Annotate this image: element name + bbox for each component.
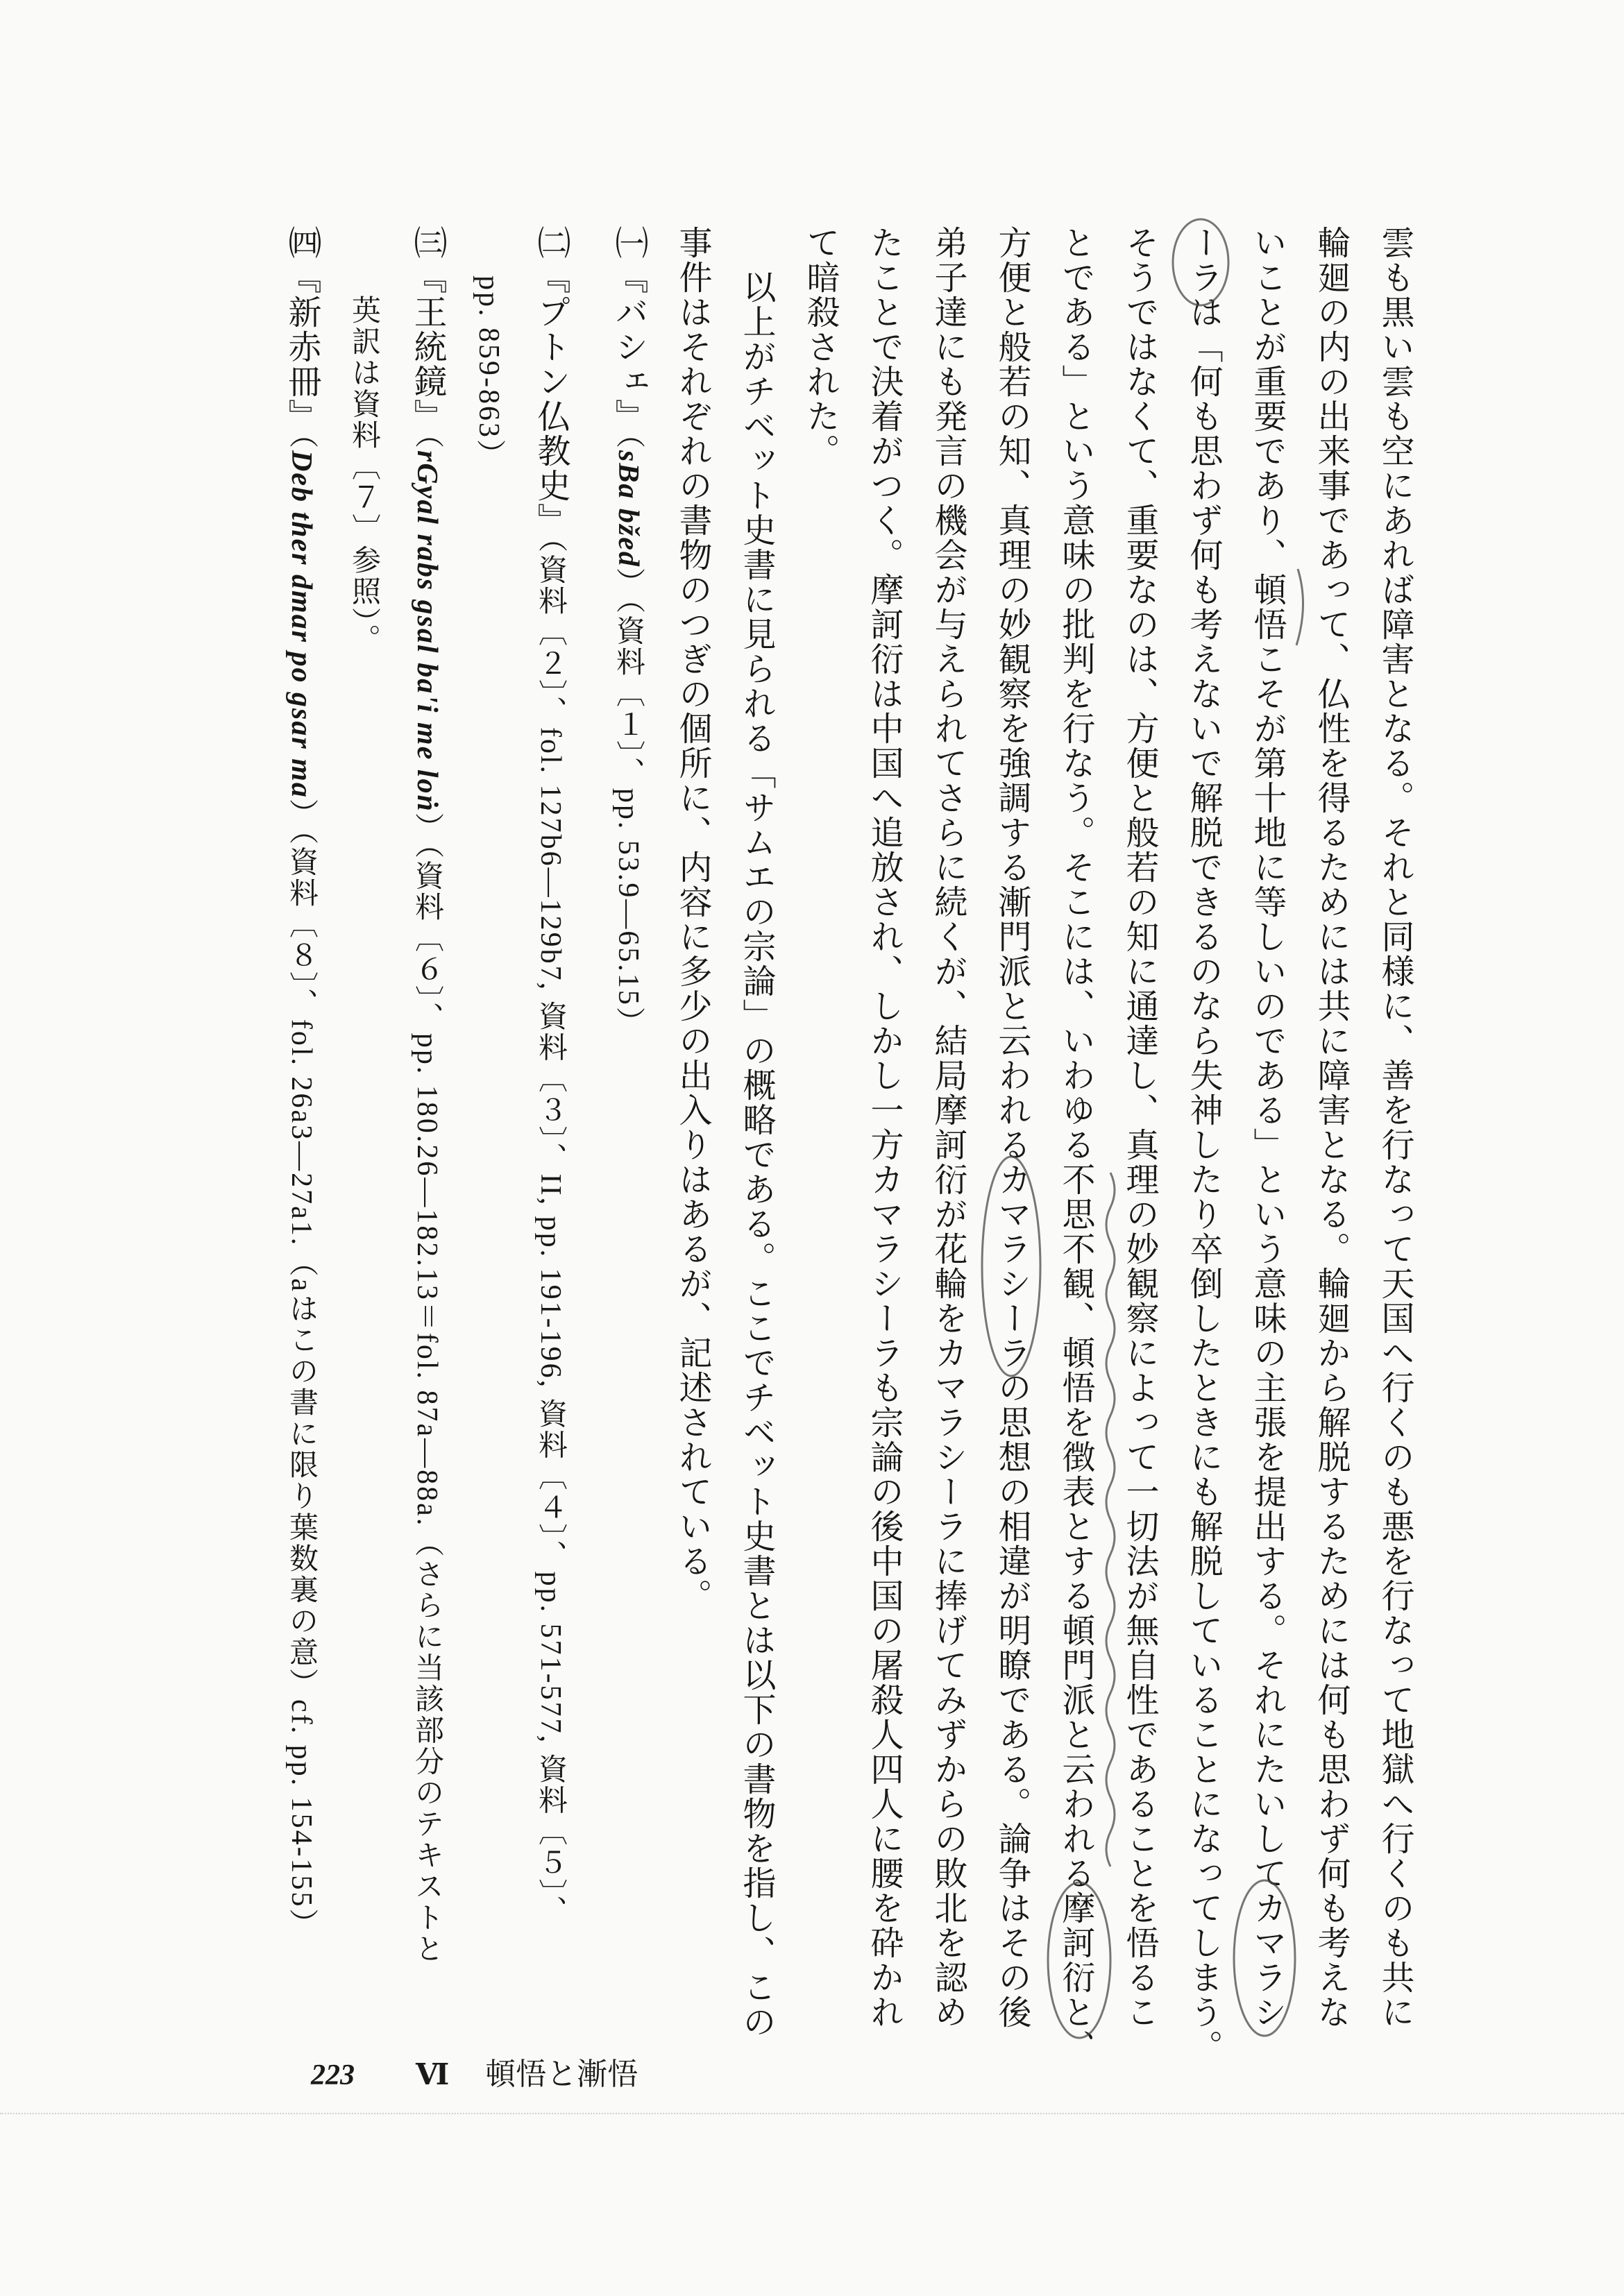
note-2-continuation: pp. 859-863） [473, 275, 505, 470]
scan-edge-line [0, 2113, 1624, 2114]
note-marker: ㈣ [283, 226, 320, 260]
note-3-continuation: 英訳は資料〔７〕参照）。 [348, 295, 380, 655]
body-line-2: 輪廻の内の出来事であって、仏性を得るためには共に障害となる。輪廻から解脱するためには何も思わず何も考えな [1312, 226, 1349, 2030]
note-marker: ㈠ [610, 226, 647, 260]
body-line-9: たことで決着がつく。摩訶衍は中国へ追放され、しかし一方カマラシーラも宗論の後中国の屠殺人四人に腰を砕かれ [865, 226, 902, 2030]
note-title: 『バシェ』 [610, 260, 647, 434]
note-title: 『王統鏡』 [409, 260, 446, 434]
note-title: 『プトン仏教史』 [532, 260, 569, 538]
body-line-7: 方便と般若の知、真理の妙観察を強調する漸門派と云われるカマラシーラの思想の相違が明瞭である。論争はその後 [993, 226, 1030, 2030]
note-paren: （ [612, 434, 644, 450]
page-number: 223 [311, 2059, 355, 2091]
note-latin-title: rGyal rabs gsal ba'i me loṅ [411, 450, 443, 813]
note-3 [395, 226, 459, 2071]
body-line-10: て暗殺された。 [802, 226, 838, 468]
body-line-4: ーラは「何も思わず何も考えないで解脱できるのなら失神したり卒倒したときにも解脱していることになってしまう。 [1185, 226, 1221, 2064]
body-line-3: いことが重要であり、頓悟こそが第十地に等しいのである」という意味の主張を提出する。それにたいしてカマラシ [1249, 226, 1285, 2030]
note-marker: ㈢ [409, 226, 446, 260]
body-line-5: そうではなくて、重要なのは、方便と般若の知に通達し、真理の妙観察によって一切法が無自性であることを悟るこ [1121, 226, 1158, 2030]
note-1 [596, 226, 660, 2071]
body-line-1: 雲も黒い雲も空にあれば障害となる。それと同様に、善を行なって天国へ行くのも悪を行なって地獄へ行くのも共に [1376, 226, 1413, 2030]
note-paren: （ [285, 434, 317, 450]
note-2 [518, 226, 582, 2071]
body-line-8: 弟子達にも発言の機会が与えられてさらに続くが、結局摩訶衍が花輪をカマラシーラに捧げてみずからの敗北を認め [929, 226, 966, 2030]
note-latin-title: sBa bžed [612, 450, 644, 568]
body-line-6: とである」という意味の批判を行なう。そこには、いわゆる不思不観、頓悟を徴表とする頓門派と云われる摩訶衍と、 [1057, 226, 1094, 2064]
note-reference: ）（資料〔１〕、pp. 53.9—65.15） [612, 567, 644, 1038]
chapter-number: Ⅵ [416, 2059, 450, 2091]
note-latin-title: Deb ther dmar po gsar ma [285, 450, 317, 799]
page-footer [311, 2055, 638, 2095]
note-4 [270, 226, 332, 2071]
chapter-title: 頓悟と漸悟 [485, 2057, 638, 2091]
vertical-text-block [270, 226, 1426, 2071]
note-title: 『新赤冊』 [283, 260, 320, 434]
note-paren: （ [411, 434, 443, 450]
note-reference: （資料〔２〕、fol. 127b6—129b7, 資料〔３〕、II, pp. 191-196, 資料〔４〕、pp. 571-577, 資料〔５〕、 [534, 538, 566, 1927]
note-reference: ）（資料〔８〕、fol. 26a3—27a1.（aはこの書に限り葉数裏の意）cf. pp. 154-155） [285, 798, 317, 1940]
body-line-12: 事件はそれぞれの書物のつぎの個所に、内容に多少の出入りはあるが、記述されている。 [674, 226, 711, 1613]
note-marker: ㈡ [532, 226, 569, 260]
note-reference: ）（資料〔６〕、pp. 180.26—182.13＝fol. 87a—88a.（さらに当該部分のテキストと [411, 812, 443, 1965]
body-line-11: 以上がチベット史書に見られる「サムエの宗論」の概略である。ここでチベット史書とは以下の書物を指し、この [738, 270, 775, 2039]
